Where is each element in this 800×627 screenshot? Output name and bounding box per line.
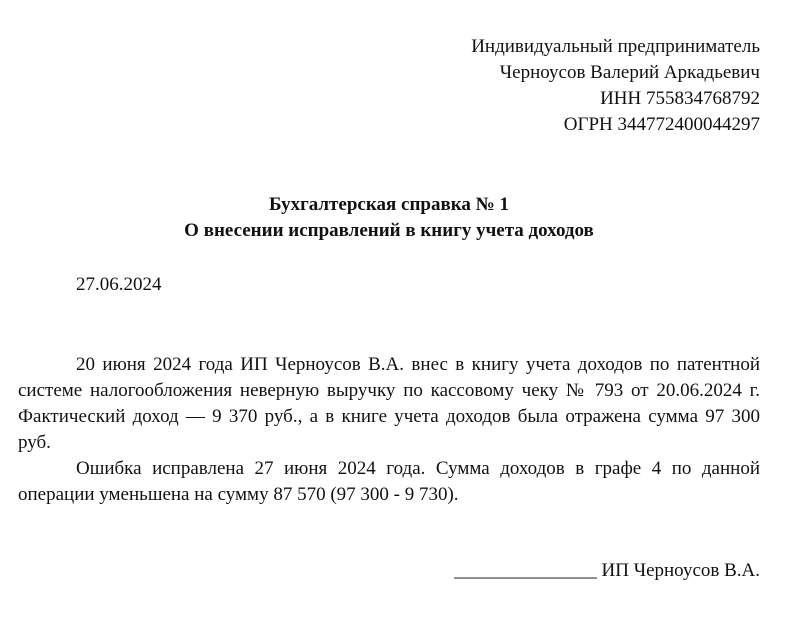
issuer-type: Индивидуальный предприниматель	[471, 36, 760, 57]
document-body	[18, 352, 760, 508]
document-date: 27.06.2024	[76, 274, 162, 295]
issuer-name: Черноусов Валерий Аркадьевич	[499, 62, 760, 83]
issuer-ogrn: ОГРН 344772400044297	[563, 114, 760, 135]
body-paragraph-1: 20 июня 2024 года ИП Черноусов В.А. внес в книгу учета доходов по патентной системе налогообложения неверную выручку по кассовому чеку № 793 от 20.06.2024 г. Фактический доход — 9 370 руб., а в книге учета доходов была отражена сумма 97 300 руб.	[18, 354, 760, 453]
issuer-header	[18, 34, 760, 138]
signature-line: _______________ ИП Черноусов В.А.	[454, 560, 760, 581]
body-paragraph-2: Ошибка исправлена 27 июня 2024 года. Сумма доходов в графе 4 по данной операции уменьшена на сумму 87 570 (97 300 - 9 730).	[18, 458, 760, 505]
document-title-line-2: О внесении исправлений в книгу учета доходов	[184, 220, 594, 241]
issuer-inn: ИНН 755834768792	[600, 88, 760, 109]
document-title	[18, 192, 760, 244]
document-title-line-1: Бухгалтерская справка № 1	[269, 194, 509, 215]
